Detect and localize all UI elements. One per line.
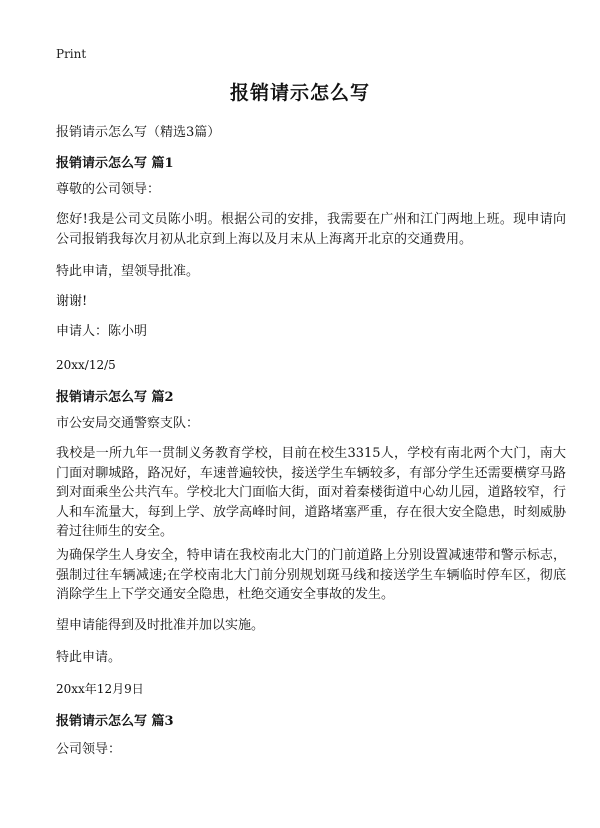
document-subtitle: 报销请示怎么写（精选3篇）: [56, 125, 221, 140]
section-1-body: 您好!我是公司文员陈小明。根据公司的安排，我需要在广州和江门两地上班。现申请向公司报销我每次月初从北京到上海以及月末从上海离开北京的交通费用。: [56, 212, 566, 247]
section-2-hope: 望申请能得到及时批准并加以实施。: [56, 618, 265, 633]
section-3-heading: 报销请示怎么写 篇3: [56, 714, 174, 729]
section-1-salutation: 尊敬的公司领导：: [56, 182, 161, 197]
section-1-request: 特此申请，望领导批准。: [56, 264, 200, 279]
section-1-date: 20xx/12/5: [56, 358, 116, 372]
section-2-body-2: 为确保学生人身安全，特申请在我校南北大门的门前道路上分别设置减速带和警示标志，强制过往车辆减速;在学校南北大门前分别规划斑马线和接送学生车辆临时停车区，彻底消除学生上下学交通安全隐患，杜绝交通安全事故的发生。: [56, 548, 566, 602]
section-1-heading: 报销请示怎么写 篇1: [56, 156, 174, 171]
section-1-thanks: 谢谢!: [56, 294, 88, 309]
section-2-heading: 报销请示怎么写 篇2: [56, 390, 174, 405]
section-2-body-1: 我校是一所九年一贯制义务教育学校，目前在校生3315人，学校有南北两个大门，南大门面对聊城路，路况好，车速普遍较快，接送学生车辆较多，有部分学生还需要横穿马路到对面乘坐公共汽车。学校北大门面临大街，面对着秦楼街道中心幼儿园，道路较窄，行人和车流量大，每到上学、放学高峰时间，道路堵塞严重，存在很大安全隐患，时刻威胁着过往师生的安全。: [56, 446, 566, 539]
page-title: 报销请示怎么写: [229, 82, 370, 104]
print-link[interactable]: Print: [56, 47, 87, 61]
section-2-date: 20xx年12月9日: [56, 682, 144, 696]
section-2-request: 特此申请。: [56, 650, 122, 665]
section-1-applicant: 申请人：陈小明: [56, 324, 148, 339]
section-3-salutation: 公司领导：: [56, 742, 122, 757]
section-2-salutation: 市公安局交通警察支队：: [56, 416, 200, 431]
